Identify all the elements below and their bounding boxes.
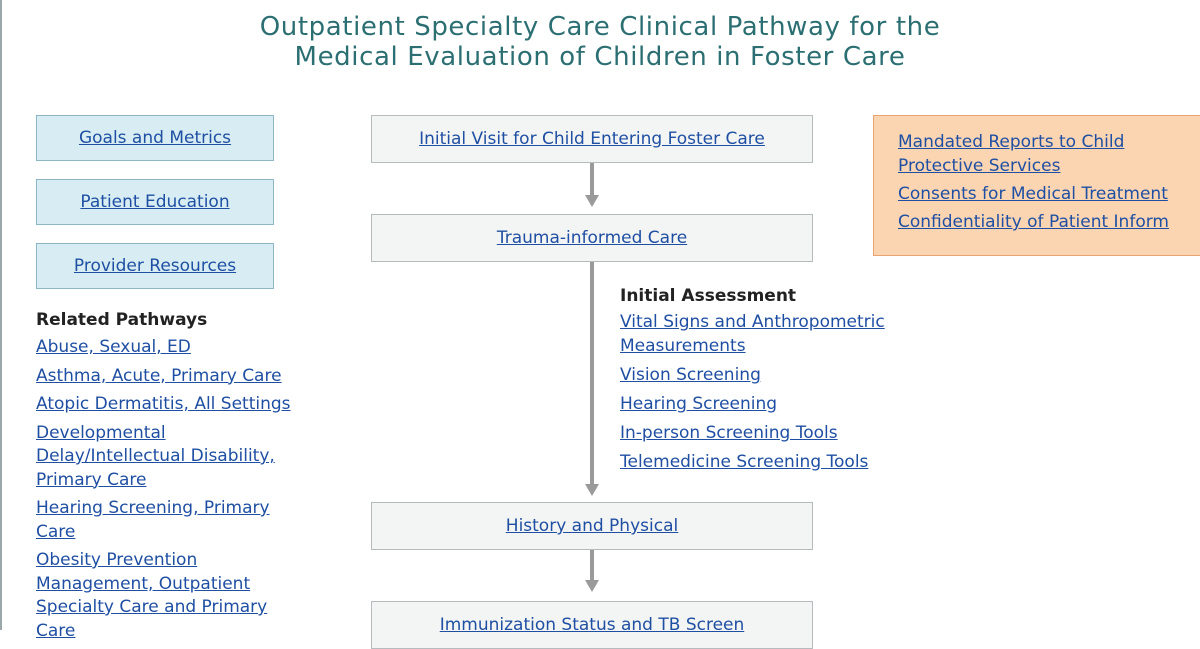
assessment-link[interactable]: Hearing Screening bbox=[620, 394, 778, 414]
confidentiality-link[interactable]: Confidentiality of Patient Inform bbox=[898, 212, 1169, 232]
page-left-border bbox=[0, 0, 2, 630]
related-pathways-section bbox=[36, 310, 336, 648]
list-item bbox=[620, 421, 940, 445]
goals-and-metrics-link[interactable]: Goals and Metrics bbox=[78, 128, 232, 148]
flow-arrowhead-1 bbox=[585, 195, 599, 207]
related-pathway-link[interactable]: Asthma, Acute, Primary Care bbox=[36, 365, 282, 386]
history-and-physical-link[interactable]: History and Physical bbox=[505, 516, 679, 536]
legal-links-box bbox=[873, 115, 1200, 256]
patient-education-link[interactable]: Patient Education bbox=[80, 192, 230, 212]
list-item bbox=[36, 393, 336, 417]
provider-resources-box bbox=[36, 243, 274, 289]
flow-step-history-and-physical bbox=[371, 502, 813, 550]
assessment-link[interactable]: Telemedicine Screening Tools bbox=[620, 452, 869, 472]
list-item bbox=[36, 549, 301, 643]
list-item bbox=[36, 336, 336, 360]
list-item bbox=[620, 310, 920, 358]
flow-arrow-1 bbox=[590, 163, 594, 195]
list-item bbox=[36, 365, 336, 389]
flow-arrow-2 bbox=[590, 262, 594, 484]
mandated-reports-link[interactable]: Mandated Reports to Child Protective Services bbox=[898, 132, 1125, 176]
legal-links-list bbox=[874, 116, 1200, 234]
list-item bbox=[620, 392, 940, 416]
goals-and-metrics-box bbox=[36, 115, 274, 161]
related-pathway-link[interactable]: Developmental Delay/Intellectual Disability, Primary Care bbox=[36, 422, 275, 490]
flow-step-immunization bbox=[371, 601, 813, 649]
immunization-link[interactable]: Immunization Status and TB Screen bbox=[439, 615, 745, 635]
initial-assessment-section bbox=[620, 286, 940, 479]
list-item bbox=[36, 422, 301, 493]
list-item bbox=[36, 497, 301, 544]
patient-education-box bbox=[36, 179, 274, 225]
list-item bbox=[898, 182, 1200, 206]
initial-assessment-heading: Initial Assessment bbox=[620, 286, 797, 306]
related-pathway-link[interactable]: Obesity Prevention Management, Outpatient Specialty Care and Primary Care bbox=[36, 550, 268, 641]
flow-step-initial-visit bbox=[371, 115, 813, 163]
list-item bbox=[898, 130, 1198, 178]
related-pathway-link[interactable]: Abuse, Sexual, ED bbox=[36, 337, 191, 357]
assessment-link[interactable]: Vital Signs and Anthropometric Measurements bbox=[620, 312, 885, 356]
list-item bbox=[620, 450, 940, 474]
assessment-link[interactable]: Vision Screening bbox=[620, 365, 761, 385]
flow-arrowhead-2 bbox=[585, 484, 599, 496]
list-item bbox=[898, 210, 1200, 234]
provider-resources-link[interactable]: Provider Resources bbox=[73, 256, 237, 276]
list-item bbox=[620, 363, 940, 387]
related-pathway-link[interactable]: Atopic Dermatitis, All Settings bbox=[36, 394, 291, 414]
flow-arrow-3 bbox=[590, 550, 594, 580]
related-pathway-link[interactable]: Hearing Screening, Primary Care bbox=[36, 498, 270, 542]
related-pathways-heading: Related Pathways bbox=[36, 310, 208, 330]
related-pathways-list bbox=[36, 336, 336, 643]
page-title bbox=[0, 12, 1200, 72]
consents-link[interactable]: Consents for Medical Treatment bbox=[898, 184, 1168, 204]
page-title-line-1: Outpatient Specialty Care Clinical Pathway for the bbox=[259, 12, 941, 42]
initial-visit-link[interactable]: Initial Visit for Child Entering Foster Care bbox=[419, 129, 765, 149]
flow-step-trauma-informed-care bbox=[371, 214, 813, 262]
page-title-line-2: Medical Evaluation of Children in Foster Care bbox=[294, 42, 906, 72]
trauma-informed-care-link[interactable]: Trauma-informed Care bbox=[496, 228, 688, 248]
flow-arrowhead-3 bbox=[585, 580, 599, 592]
assessment-link[interactable]: In-person Screening Tools bbox=[620, 423, 838, 443]
initial-assessment-list bbox=[620, 310, 940, 474]
